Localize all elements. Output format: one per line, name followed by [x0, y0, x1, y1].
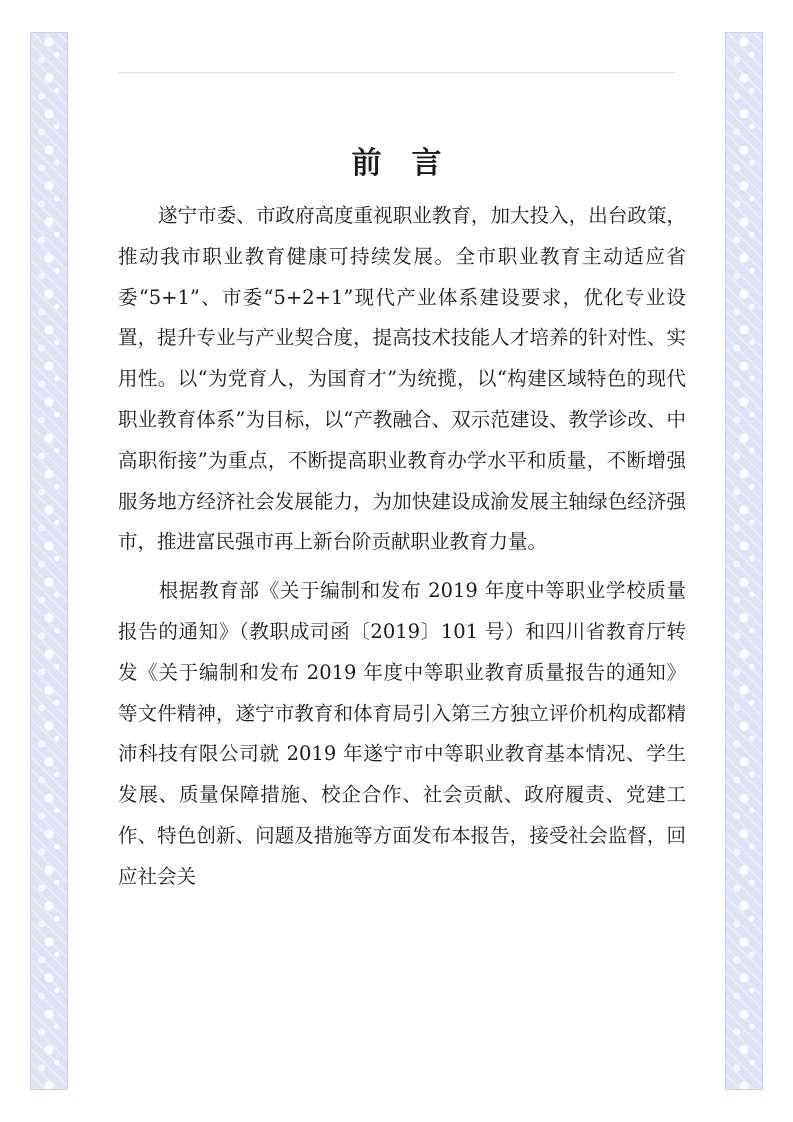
text-line: 遂宁市委、市政府高度重视职业教育，加大投入，出台政策，推	[118, 204, 686, 268]
decorative-border-right	[725, 32, 763, 1090]
text-line: 人，为国育才”为统揽，以“构建区域特色的现代职业教育体系”为	[118, 367, 686, 431]
text-line: 动我市职业教育健康可持续发展。全市职业教育主动适应省委“5+1”、	[118, 244, 686, 309]
text-line: 编制和发布 2019 年度中等职业教育质量报告的通知》等文件精神，	[118, 660, 686, 725]
text-line: 司就 2019 年遂宁市中等职业教育基本情况、学生发展、质量保障措	[118, 742, 686, 807]
paragraph-1	[118, 196, 686, 563]
text-line: 遂宁市教育和体育局引入第三方独立评价机构成都精沛科技有限公	[118, 701, 686, 766]
text-line: 能力，为加快建设成渝发展主轴绿色经济强市，推进富民强市再上新	[118, 489, 686, 554]
text-line: 根据教育部《关于编制和发布 2019 年度中等职业学校质量报告	[118, 579, 686, 643]
text-line: 产业契合度，提高技术技能人才培养的针对性、实用性。以“为党育	[118, 326, 686, 391]
text-line: 施、校企合作、社会贡献、政府履责、党建工作、特色创新、问题及	[118, 783, 686, 847]
header-rule	[118, 72, 675, 73]
page-title: 前言	[351, 146, 472, 181]
text-line: 措施等方面发布本报告，接受社会监督，回应社会关	[118, 823, 686, 888]
text-line: 不断提高职业教育办学水平和质量，不断增强服务地方经济社会发展	[118, 448, 686, 513]
text-line: 市委“5+2+1”现代产业体系建设要求，优化专业设置，提升专业与	[118, 285, 687, 350]
text-line: 目标，以“产教融合、双示范建设、教学诊改、中高职衔接”为重点，	[118, 407, 686, 472]
text-line: 台阶贡献职业教育力量。	[332, 530, 548, 554]
decorative-border-left	[30, 32, 68, 1090]
text-line: 的通知》（教职成司函〔2019〕101 号）和四川省教育厅转发《关于	[118, 619, 686, 684]
paragraph-2	[118, 571, 686, 897]
body-text	[118, 196, 686, 898]
